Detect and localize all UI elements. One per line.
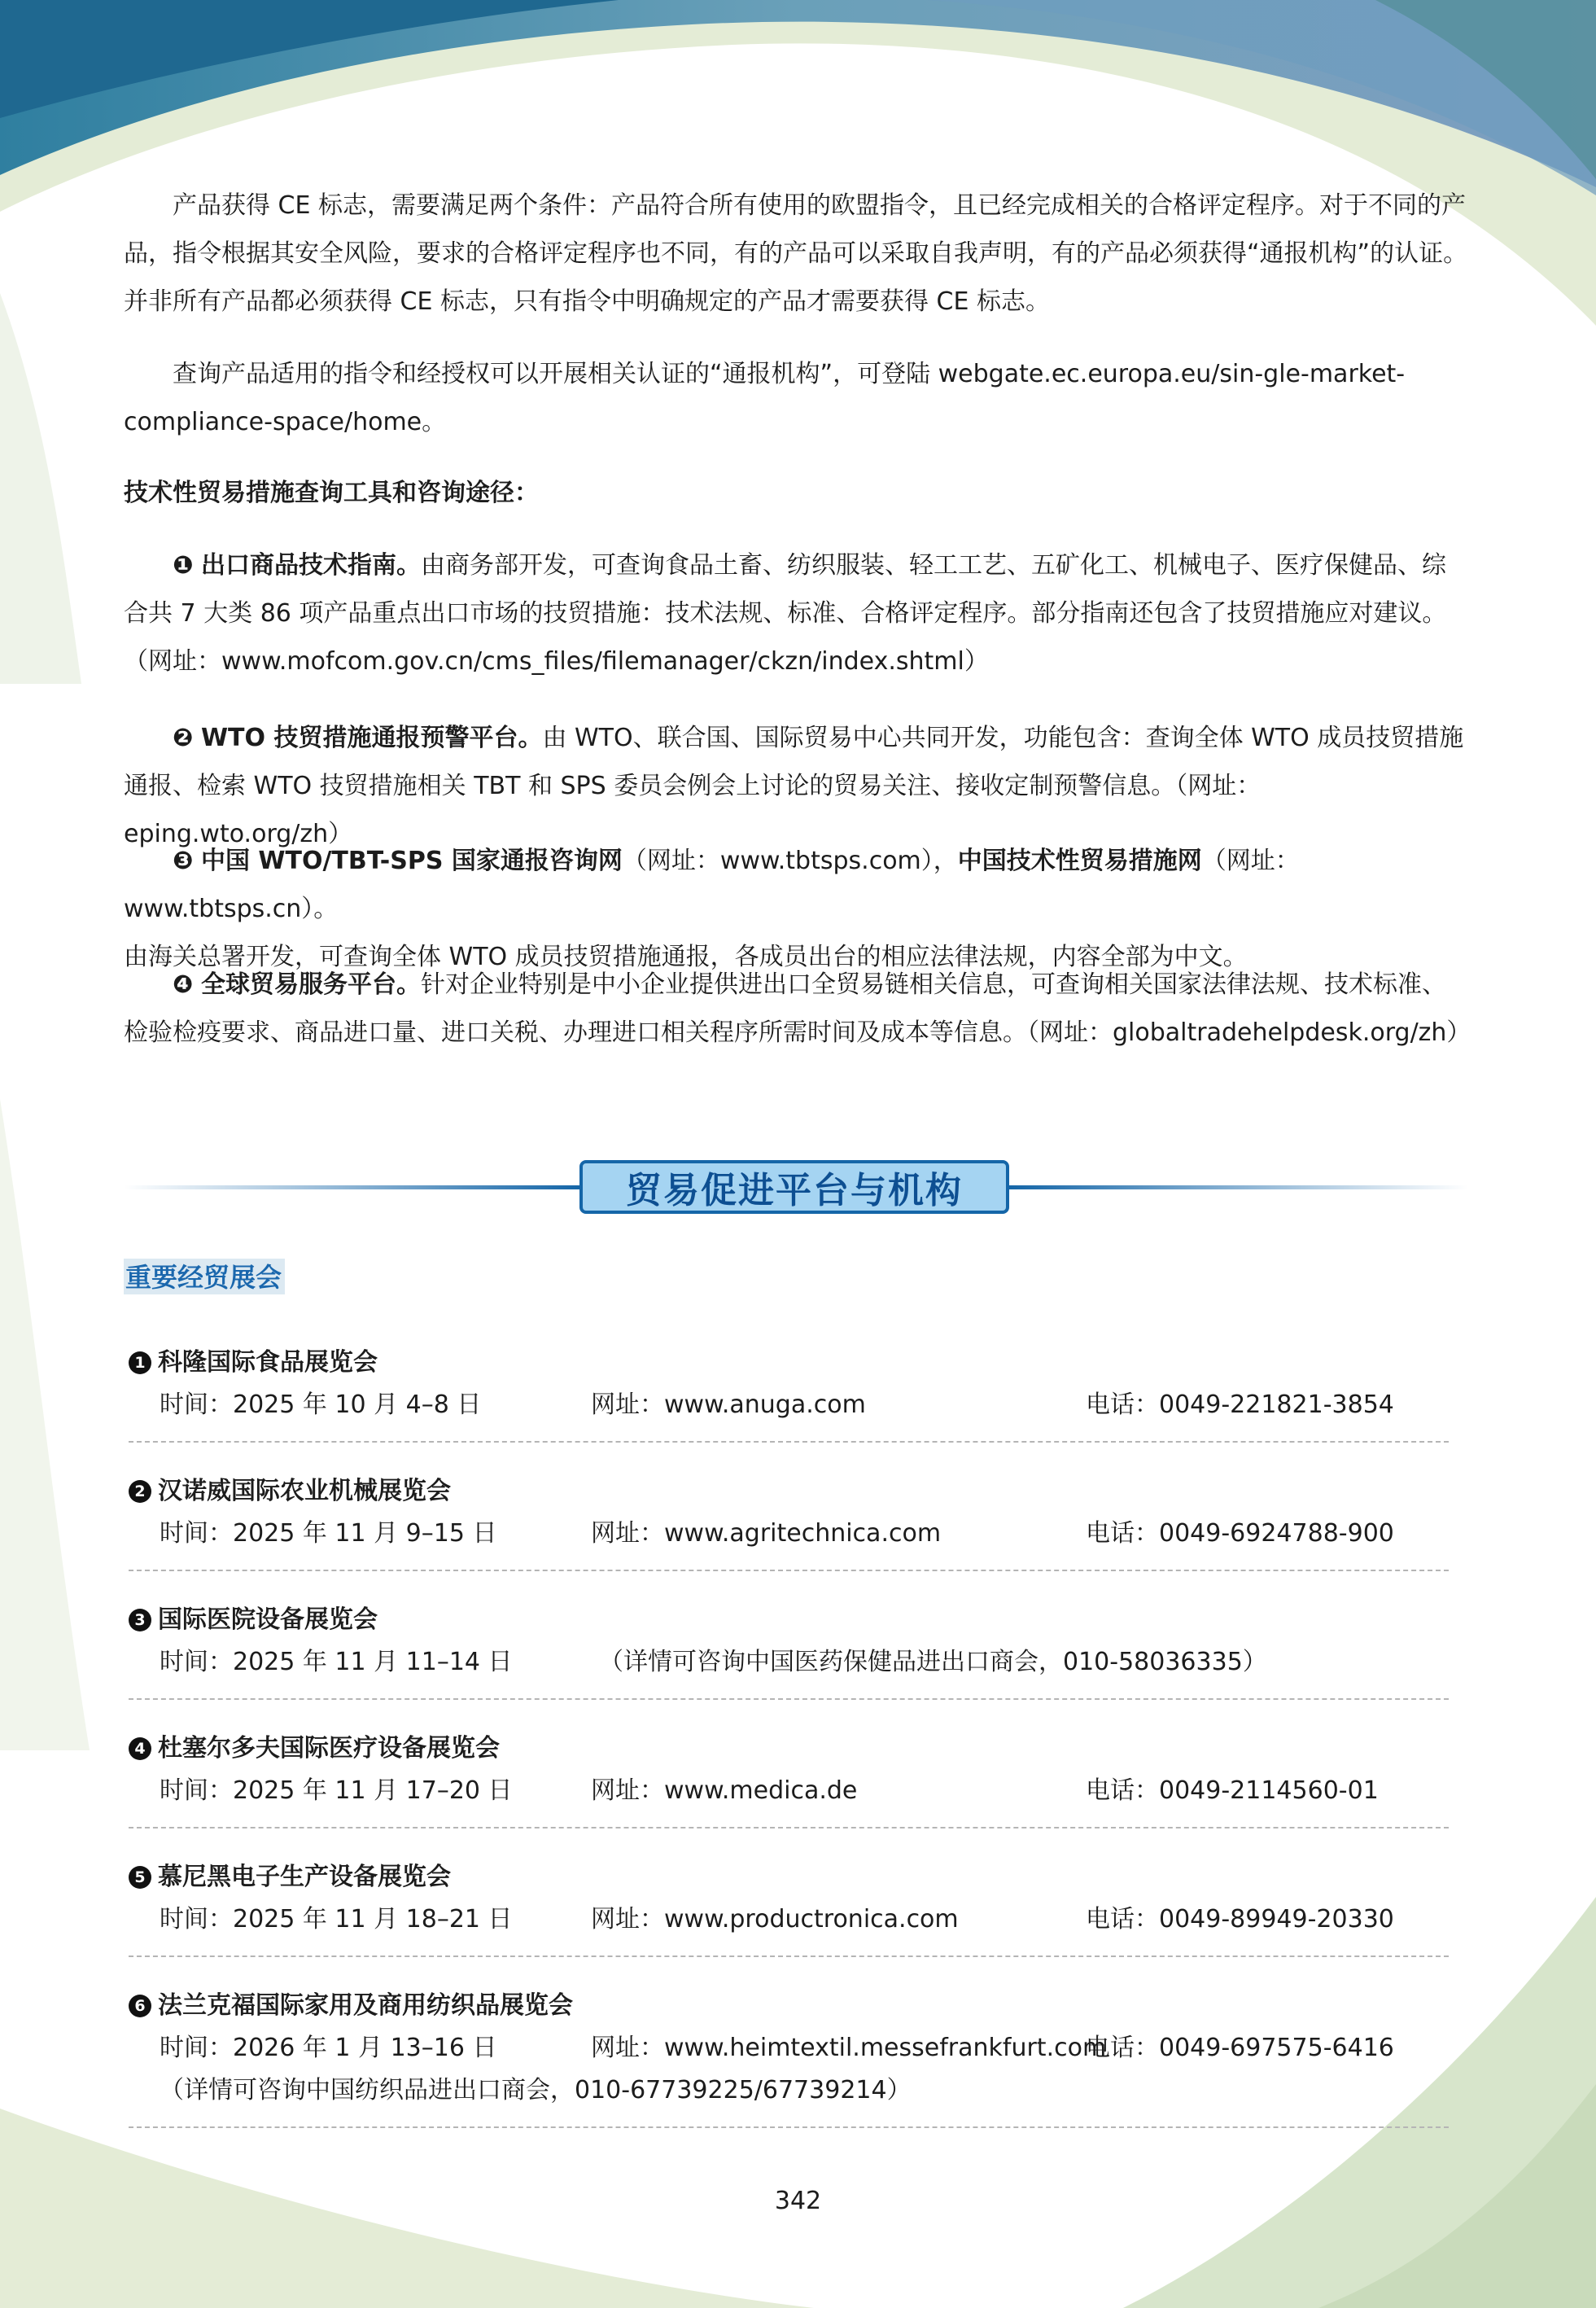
- fair-number-badge: 4: [129, 1737, 151, 1760]
- intro-paragraph-1: 产品获得 CE 标志，需要满足两个条件：产品符合所有使用的欧盟指令，且已经完成相关的合格评定程序。对于不同的产品，指令根据其安全风险，要求的合格评定程序也不同，有的产品可以采取自我声明，有的产品必须获得“通报机构”的认证。并非所有产品都必须获得 CE 标志，只有指令中明确规定的产品才需要获得 CE 标志。: [124, 191, 1468, 316]
- fair-item: [129, 1470, 1450, 1571]
- fair-phone: 电话：0049-6924788-900: [1086, 1519, 1394, 1548]
- fair-website: 网址：www.anuga.com: [591, 1390, 866, 1419]
- fair-time: 时间：2025 年 11 月 18–21 日: [160, 1905, 513, 1934]
- page-number: 342: [774, 2187, 822, 2215]
- fair-divider: [129, 1827, 1449, 1828]
- tool-item-4: ❹ 全球贸易服务平台。针对企业特别是中小企业提供进出口全贸易链相关信息，可查询相关国家法律法规、技术标准、检验检疫要求、商品进口量、进口关税、办理进口相关程序所需时间及成本等信息。（网址：globaltradehelpdesk.org/zh）: [124, 970, 1471, 1047]
- fair-time: 时间：2025 年 11 月 11–14 日: [160, 1648, 513, 1676]
- fair-divider: [129, 1698, 1449, 1700]
- fair-phone: 电话：0049-89949-20330: [1086, 1905, 1394, 1934]
- section-banner: 贸易促进平台与机构: [579, 1160, 1009, 1214]
- fair-time: 时间：2025 年 10 月 4–8 日: [160, 1390, 482, 1419]
- fair-title: 2 汉诺威国际农业机械展览会: [129, 1470, 1450, 1513]
- fair-time: 时间：2026 年 1 月 13–16 日: [160, 2034, 497, 2062]
- fair-website: 网址：www.medica.de: [591, 1776, 858, 1805]
- fair-number-badge: 6: [129, 1995, 151, 2017]
- fair-title: 1 科隆国际食品展览会: [129, 1342, 1450, 1384]
- tool-item-3: ❸ 中国 WTO/TBT-SPS 国家通报咨询网（网址：www.tbtsps.com），中国技术性贸易措施网（网址：www.tbtsps.cn）。 由海关总署开发，可查询全体 WTO 成员技贸措施通报，各成员出台的相应法律法规，内容全部为中文。: [124, 847, 1300, 971]
- tool-item-1: ❶ 出口商品技术指南。由商务部开发，可查询食品土畜、纺织服装、轻工工艺、五矿化工、机械电子、医疗保健品、综合共 7 大类 86 项产品重点出口市场的技贸措施：技术法规、标准、合格评定程序。部分指南还包含了技贸措施应对建议。（网址：www.mofcom.gov.cn/cms_files/filemanager/ckzn/index.shtml）: [124, 551, 1447, 676]
- fair-number-badge: 3: [129, 1609, 151, 1631]
- fair-divider: [129, 1955, 1449, 1957]
- fair-divider: [129, 1570, 1449, 1571]
- banner-line-left: [124, 1185, 579, 1189]
- fair-phone: 电话：0049-2114560-01: [1086, 1776, 1379, 1805]
- fair-time: 时间：2025 年 11 月 9–15 日: [160, 1519, 497, 1548]
- fair-number-badge: 5: [129, 1866, 151, 1889]
- fair-number-badge: 1: [129, 1351, 151, 1374]
- banner-line-right: [1009, 1185, 1468, 1189]
- fair-title: 6 法兰克福国际家用及商用纺织品展览会: [129, 1985, 1450, 2027]
- fair-item: [129, 1985, 1450, 2128]
- fair-item: [129, 1728, 1450, 1828]
- fair-website: 网址：www.productronica.com: [591, 1905, 959, 1934]
- fair-title: 4 杜塞尔多夫国际医疗设备展览会: [129, 1728, 1450, 1770]
- fair-phone: 电话：0049-221821-3854: [1086, 1390, 1394, 1419]
- fair-item: [129, 1599, 1450, 1700]
- fair-phone: 电话：0049-697575-6416: [1086, 2034, 1394, 2062]
- tool-item-2: ❷ WTO 技贸措施通报预警平台。由 WTO、联合国、国际贸易中心共同开发，功能包含：查询全体 WTO 成员技贸措施通报、检索 WTO 技贸措施相关 TBT 和 SPS 委员会例会上讨论的贸易关注、接收定制预警信息。（网址：eping.wto.org/zh）: [124, 724, 1464, 848]
- fairs-subheading: 重要经贸展会: [124, 1259, 285, 1294]
- tools-heading: 技术性贸易措施查询工具和咨询途径：: [124, 479, 539, 507]
- fair-title: 5 慕尼黑电子生产设备展览会: [129, 1856, 1450, 1899]
- intro-paragraph-2: 查询产品适用的指令和经授权可以开展相关认证的“通报机构”，可登陆 webgate.ec.europa.eu/sin-gle-market-compliance-space/home。: [124, 360, 1406, 436]
- fair-item: [129, 1342, 1450, 1443]
- fair-consult-note: （详情可咨询中国纺织品进出口商会，010-67739225/67739214）: [160, 2076, 912, 2104]
- fair-website: 网址：www.heimtextil.messefrankfurt.com: [591, 2034, 1107, 2062]
- fair-divider: [129, 1441, 1449, 1443]
- fair-divider: [129, 2126, 1449, 2128]
- fair-website: 网址：www.agritechnica.com: [591, 1519, 942, 1548]
- fair-time: 时间：2025 年 11 月 17–20 日: [160, 1776, 513, 1805]
- fair-item: [129, 1856, 1450, 1957]
- fair-number-badge: 2: [129, 1480, 151, 1503]
- fair-consult-note: （详情可咨询中国医药保健品进出口商会，010-58036335）: [599, 1648, 1267, 1676]
- fair-title: 3 国际医院设备展览会: [129, 1599, 1450, 1641]
